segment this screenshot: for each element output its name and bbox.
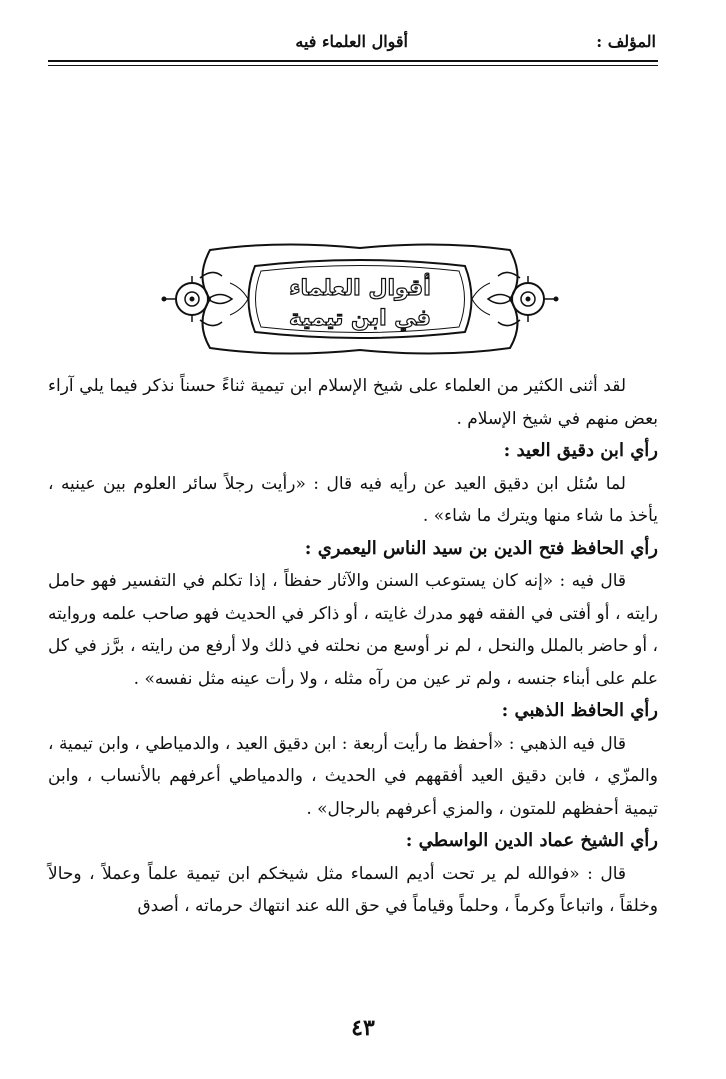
banner-title-line2: في ابن تيمية <box>289 306 431 331</box>
author-label: المؤلف : <box>596 32 656 51</box>
section-heading: رأي الحافظ الذهبي : <box>501 700 658 721</box>
section-paragraph: لما سُئل ابن دقيق العيد عن رأيه فيه قال : «رأيت رجلاً سائر العلوم بين عينيه ، يأخذ ما شاء منها ويترك ما شاء» . <box>48 473 658 526</box>
section-heading: رأي الحافظ فتح الدين بن سيد الناس اليعمري : <box>304 537 658 559</box>
intro-paragraph: لقد أثنى الكثير من العلماء على شيخ الإسلام ابن تيمية ثناءً حسناً نذكر فيما يلي آراء بعض منهم في شيخ الإسلام . <box>48 376 658 429</box>
running-header <box>50 32 656 56</box>
page-number: ٤٣ <box>351 1015 375 1041</box>
section-heading: رأي ابن دقيق العيد : <box>503 440 658 461</box>
section-heading: رأي الشيخ عماد الدين الواسطي : <box>405 830 658 851</box>
page-body <box>48 370 658 923</box>
header-rule-thin <box>48 65 658 66</box>
header-rule-thick <box>48 60 658 62</box>
section-paragraph: قال فيه : «إنه كان يستوعب السنن والآثار حفظاً ، إذا تكلم في التفسير فهو حامل رايته ، أو أفتى في الفقه فهو مدرك غايته ، أو ذاكر في الحديث فهو صاحب علمه وروايته ، أو حاضر بالملل والنحل ، لم نر أوسع من نحلته في ذلك ولا أرفع من رايته ، برَّز في كل علم على أبناء جنسه ، ولم تر عين من رآه مثله ، ولا رأت عينه مثل نفسه» . <box>48 571 658 689</box>
section-paragraph: قال : «فوالله لم ير تحت أديم السماء مثل شيخكم ابن تيمية علماً وعملاً ، وحالاً وخلقاً ، واتباعاً وكرماً ، وحلماً وقياماً في حق الله عند انتهاك حرماته ، أصدق <box>48 863 658 916</box>
section-paragraph: قال فيه الذهبي : «أحفظ ما رأيت أربعة : ابن دقيق العيد ، والدمياطي ، وابن تيمية ، والمزّي ، فابن دقيق العيد أفقههم في الحديث ، والدمياطي أعرفهم بالأنساب ، وابن تيمية أحفظهم للمتون ، والمزي أعرفهم بالرجال» . <box>48 733 658 819</box>
ornamental-title-banner <box>160 238 560 360</box>
banner-title-line1: أقوال العلماء <box>289 276 431 301</box>
section-title: أقوال العلماء فيه <box>295 32 408 51</box>
